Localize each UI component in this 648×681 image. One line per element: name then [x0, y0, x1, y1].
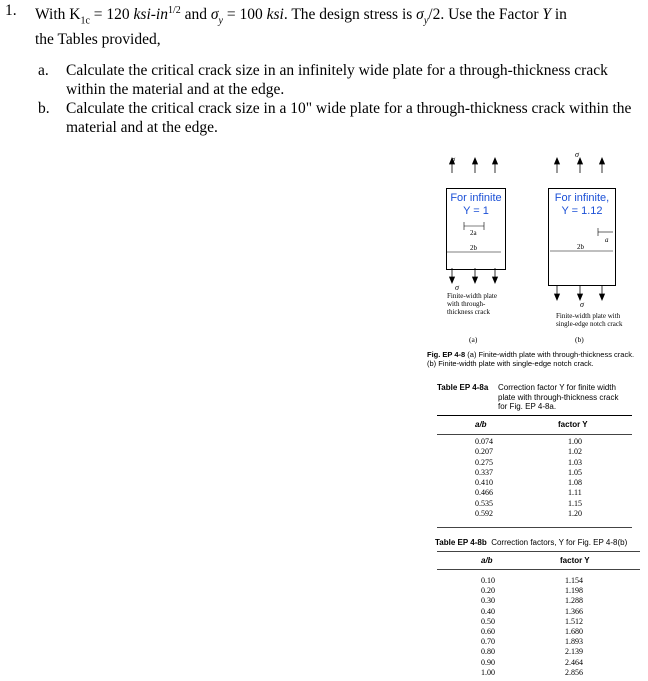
table-cell: 1.05 — [568, 467, 582, 477]
table-b-head-rule — [437, 569, 640, 570]
crack-label-a: 2a — [470, 229, 477, 237]
table-cell: 1.680 — [565, 627, 583, 637]
table-a-id: Table EP 4-8a — [437, 383, 489, 392]
table-cell: 1.288 — [565, 596, 583, 606]
crack-label-b: a — [605, 236, 609, 244]
sigma-b-bottom: σ — [580, 300, 584, 309]
table-cell: 1.00 — [568, 437, 582, 446]
table-cell: 0.40 — [481, 606, 495, 616]
table-cell: 1.893 — [565, 637, 583, 647]
problem-number: 1. — [5, 2, 17, 19]
table-cell: 1.00 — [481, 667, 495, 677]
table-b-col2-header: factor Y — [560, 556, 590, 565]
figure-caption: Fig. EP 4-8 (a) Finite-width plate with through-thickness crack. (b) Finite-width plate with single-edge notch crack. — [427, 350, 635, 368]
table-a-y-column — [568, 437, 582, 519]
width-label-b: 2b — [577, 243, 584, 251]
tag-a: (a) — [469, 335, 478, 344]
description-a: Finite-width plate with through- thickness crack — [447, 292, 497, 316]
table-cell: 2.464 — [565, 657, 583, 667]
tag-b: (b) — [575, 335, 584, 344]
table-cell: 1.03 — [568, 457, 582, 467]
table-cell: 1.512 — [565, 616, 583, 626]
table-b-y-column — [565, 576, 583, 678]
table-cell: 0.90 — [481, 657, 495, 667]
table-a-ab-column — [475, 437, 493, 519]
annotation-infinite-b: For infinite, Y = 1.12 — [554, 192, 610, 217]
table-cell: 0.60 — [481, 627, 495, 637]
table-cell: 2.856 — [565, 667, 583, 677]
table-cell: 0.410 — [475, 478, 493, 488]
table-cell: 0.20 — [481, 586, 495, 596]
table-a-head-rule — [437, 434, 632, 435]
annotation-infinite-a: For infinite Y = 1 — [450, 192, 502, 217]
table-cell: 0.466 — [475, 488, 493, 498]
table-cell: 1.20 — [568, 509, 582, 519]
table-cell: 0.80 — [481, 647, 495, 657]
table-cell: 1.198 — [565, 586, 583, 596]
table-cell: 0.337 — [475, 467, 493, 477]
table-b-col1-header: a/b — [481, 556, 493, 565]
table-b-top-rule — [437, 551, 640, 552]
table-cell: 1.154 — [565, 576, 583, 585]
table-b-ab-column — [481, 576, 495, 678]
table-a-title: Correction factor Y for finite width plate with through-thickness crack for Fig. EP 4-8a. — [498, 383, 619, 411]
table-cell: 0.50 — [481, 616, 495, 626]
table-cell: 0.30 — [481, 596, 495, 606]
table-cell: 0.10 — [481, 576, 495, 585]
problem-line2: the Tables provided, — [35, 31, 161, 49]
table-cell: 0.70 — [481, 637, 495, 647]
table-cell: 0.275 — [475, 457, 493, 467]
table-cell: 1.08 — [568, 478, 582, 488]
table-cell: 1.15 — [568, 498, 582, 508]
table-a-col1-header: a/b — [475, 420, 487, 429]
sigma-a-bottom: σ — [455, 283, 459, 292]
width-label-a: 2b — [470, 244, 477, 252]
table-cell: 2.139 — [565, 647, 583, 657]
table-b-caption: Table EP 4-8b Correction factors, Y for Fig. EP 4-8(b) — [435, 538, 628, 547]
sigma-a-top: σ — [451, 155, 455, 164]
table-cell: 0.074 — [475, 437, 493, 446]
description-b: Finite-width plate with single-edge notch crack — [556, 312, 623, 328]
table-cell: 0.207 — [475, 447, 493, 457]
table-cell: 1.366 — [565, 606, 583, 616]
table-a-bottom-rule — [437, 527, 632, 528]
table-cell: 0.535 — [475, 498, 493, 508]
table-a-col2-header: factor Y — [558, 420, 588, 429]
table-cell: 1.02 — [568, 447, 582, 457]
problem-text: With $K_{1c} = 120$ ksi-$in^{1/2}$ and $\sigma_y = 100$ ksi. The design stress is $\sigma_y/2$. Use the Factor Y in the Tables provided, — [35, 5, 567, 49]
table-a-top-rule — [437, 415, 632, 416]
table-cell: 0.592 — [475, 509, 493, 519]
table-cell: 1.11 — [568, 488, 582, 498]
sigma-b-top: σ — [575, 150, 579, 159]
